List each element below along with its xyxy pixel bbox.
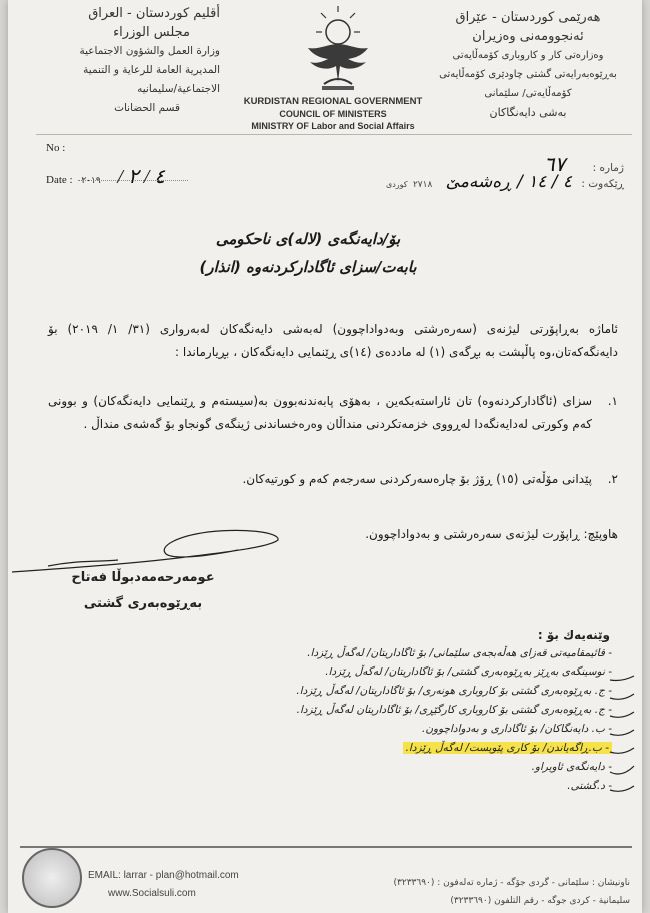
ref-number-value: ٦٧ xyxy=(543,152,566,176)
ref-kurdish-year: ٢٧١٨ xyxy=(412,180,433,190)
check-marks xyxy=(608,660,642,810)
decision-item xyxy=(48,390,618,436)
header-right-line6: بەشی دایەنگاکان xyxy=(489,106,567,119)
copy-recipient: - قائیمقامیەتی قەزای هەڵەبجەی سلێمانی/ بۆ ئاگاداریتان/ لەگەڵ ڕێزدا. xyxy=(307,647,612,659)
ref-date-year: ٢٠١٩ xyxy=(81,175,101,185)
decision-item-number: ٢. xyxy=(607,472,618,486)
ref-no xyxy=(46,142,65,154)
header-right-line1: هەرێمی کوردستان - عێراق xyxy=(455,10,601,25)
header-center-line1: KURDISTAN REGIONAL GOVERNMENT xyxy=(243,96,423,107)
header-left-line1: أقليم كوردستان - العراق xyxy=(88,6,220,21)
header-left-line5: الاجتماعية/سليمانيه xyxy=(137,83,220,95)
header-right-line2: ئەنجوومەنی وەزیران xyxy=(472,29,584,44)
copy-recipient: - نوسینگەی بەڕێز بەڕێوەبەری گشتی/ بۆ ئاگاداریتان/ لەگەڵ ڕێزدا. xyxy=(325,666,612,678)
header-left-line4: المديرية العامة للرعاية و التنمية xyxy=(83,64,220,76)
decision-item-text: سزای (ئاگادارکردنەوە) تان ئاراستەبکەین ، بەهۆی پابەندنەبوون بە(سیستەم و ڕێنمایی دایەنگەکان) و بوونی کەم وکورتی لەدایەنگەدا لەڕووی خزمەتکردنی منداڵان وەرەخساندنی ژینگەی گونجاو بۆ گەشەی منداڵ . xyxy=(48,394,592,431)
copies-list xyxy=(192,644,612,796)
copy-recipient: - د.گشتی. xyxy=(567,780,612,792)
header-left-line3: وزارة العمل والشؤون الاجتماعية xyxy=(79,45,220,57)
copy-recipient-highlighted: - ب.ڕاگەیاندن/ بۆ کاری پێویست/ لەگەڵ ڕێزدا. xyxy=(192,739,612,758)
document-title-subject: بابەت/سزای ئاگادارکردنەوە (انذار) xyxy=(199,258,417,276)
footer-address-arabic: سليمانية - كردى جوگه - رقم التلفون (٣٢٣٣٦٩٠) xyxy=(450,896,630,906)
header-right xyxy=(428,8,628,122)
copy-recipient: - ج. بەڕێوەبەری گشتی بۆ کاروباری کارگێڕی/ بۆ ئاگاداریتان لەگەڵ ڕێزدا. xyxy=(296,704,612,716)
ref-date-label: Date : xyxy=(46,174,73,186)
ref-no-label: No : xyxy=(46,142,66,154)
footer-website: www.Socialsuli.com xyxy=(108,888,196,899)
header-left xyxy=(30,4,220,118)
ref-date-line xyxy=(78,180,188,181)
krg-eagle-emblem-icon xyxy=(298,4,378,94)
copy-recipient: - ب. دایەنگاکان/ بۆ ئاگاداری و بەدواداچوون. xyxy=(421,723,612,735)
header-center-line2: COUNCIL OF MINISTERS xyxy=(279,109,387,119)
header-left-line2: مجلس الوزراء xyxy=(113,25,190,40)
ministry-seal-icon xyxy=(22,848,82,908)
intro-paragraph: ئاماژە بەڕاپۆرتی لیژنەی (سەرەرشتی وبەدواداچوون) لەبەشی دایەنگەکان لەبەرواری (٣١/ ١/ ٢٠١٩) بۆ دایەنگەکەتان،وە پاڵپشت بە بڕگەی (١) لە ماددەی (١٤)ی ڕێنمایی دایەنگەکان ، بڕیارماندا : xyxy=(48,322,619,359)
header-left-line6: قسم الحضانات xyxy=(114,102,180,114)
header-right-line4: بەڕێوەبەرایەتی گشتی چاودێری کۆمەڵایەتی xyxy=(439,69,617,80)
decision-item-number: ١. xyxy=(607,394,618,408)
header-center-line3: MINISTRY OF Labor and Social Affairs xyxy=(251,121,415,131)
footer-email: EMAIL: larrar - plan@hotmail.com xyxy=(88,870,239,881)
signatory-name: عومەرحەمەدبوڵا فەتاح xyxy=(71,570,215,585)
document-page xyxy=(8,0,642,913)
document-title-recipient: بۆ/دایەنگەی (لالە)ی ناحکومی xyxy=(215,230,401,248)
ref-kurdish-date-value: ٤ / ١٤ / ڕەشەمێ xyxy=(445,172,573,192)
decision-item-text: پێدانی مۆڵەتی (١٥) ڕۆژ بۆ چارەسەرکردنی سەرجەم کەم و کورتیەکان. xyxy=(242,472,592,486)
copy-recipient: - ج. بەڕێوەبەری گشتی بۆ کاروباری هونەری/ بۆ ئاگاداریتان/ لەگەڵ ڕێزدا. xyxy=(296,685,612,697)
ref-kurdish-date-label: ڕێکەوت : xyxy=(581,178,624,190)
footer-address-kurdish: ناونیشان : سلێمانی - گردی جۆگە - ژمارە تەلەفون : (٣٢٣٣٦٩٠) xyxy=(393,878,630,888)
ref-date xyxy=(46,164,246,189)
ref-number-label: ژمارە : xyxy=(592,162,624,174)
header-right-line5: کۆمەڵایەتی/ سلێمانی xyxy=(484,88,572,99)
ref-kurdish-date xyxy=(324,172,624,192)
header-right-line3: وەزارەتی کار و کاروباری کۆمەڵایەتی xyxy=(452,50,604,61)
header-divider xyxy=(36,134,632,135)
attachment-line: هاوپێچ: ڕاپۆرت لیژنەی سەرەرشتی و بەدواداچوون. xyxy=(365,527,618,541)
signatory-title: بەڕێوەبەری گشتی xyxy=(83,596,203,611)
footer-divider xyxy=(20,846,632,848)
header-center xyxy=(228,96,438,131)
ref-date-value: ٤ / ٢ / xyxy=(117,166,166,188)
decision-item xyxy=(48,468,618,491)
ref-kurdish-era: کوردی xyxy=(385,180,408,189)
copy-label: وێنەیەك بۆ : xyxy=(537,628,610,642)
copy-recipient: - دایەنگەی ئاویراو. xyxy=(531,761,612,773)
